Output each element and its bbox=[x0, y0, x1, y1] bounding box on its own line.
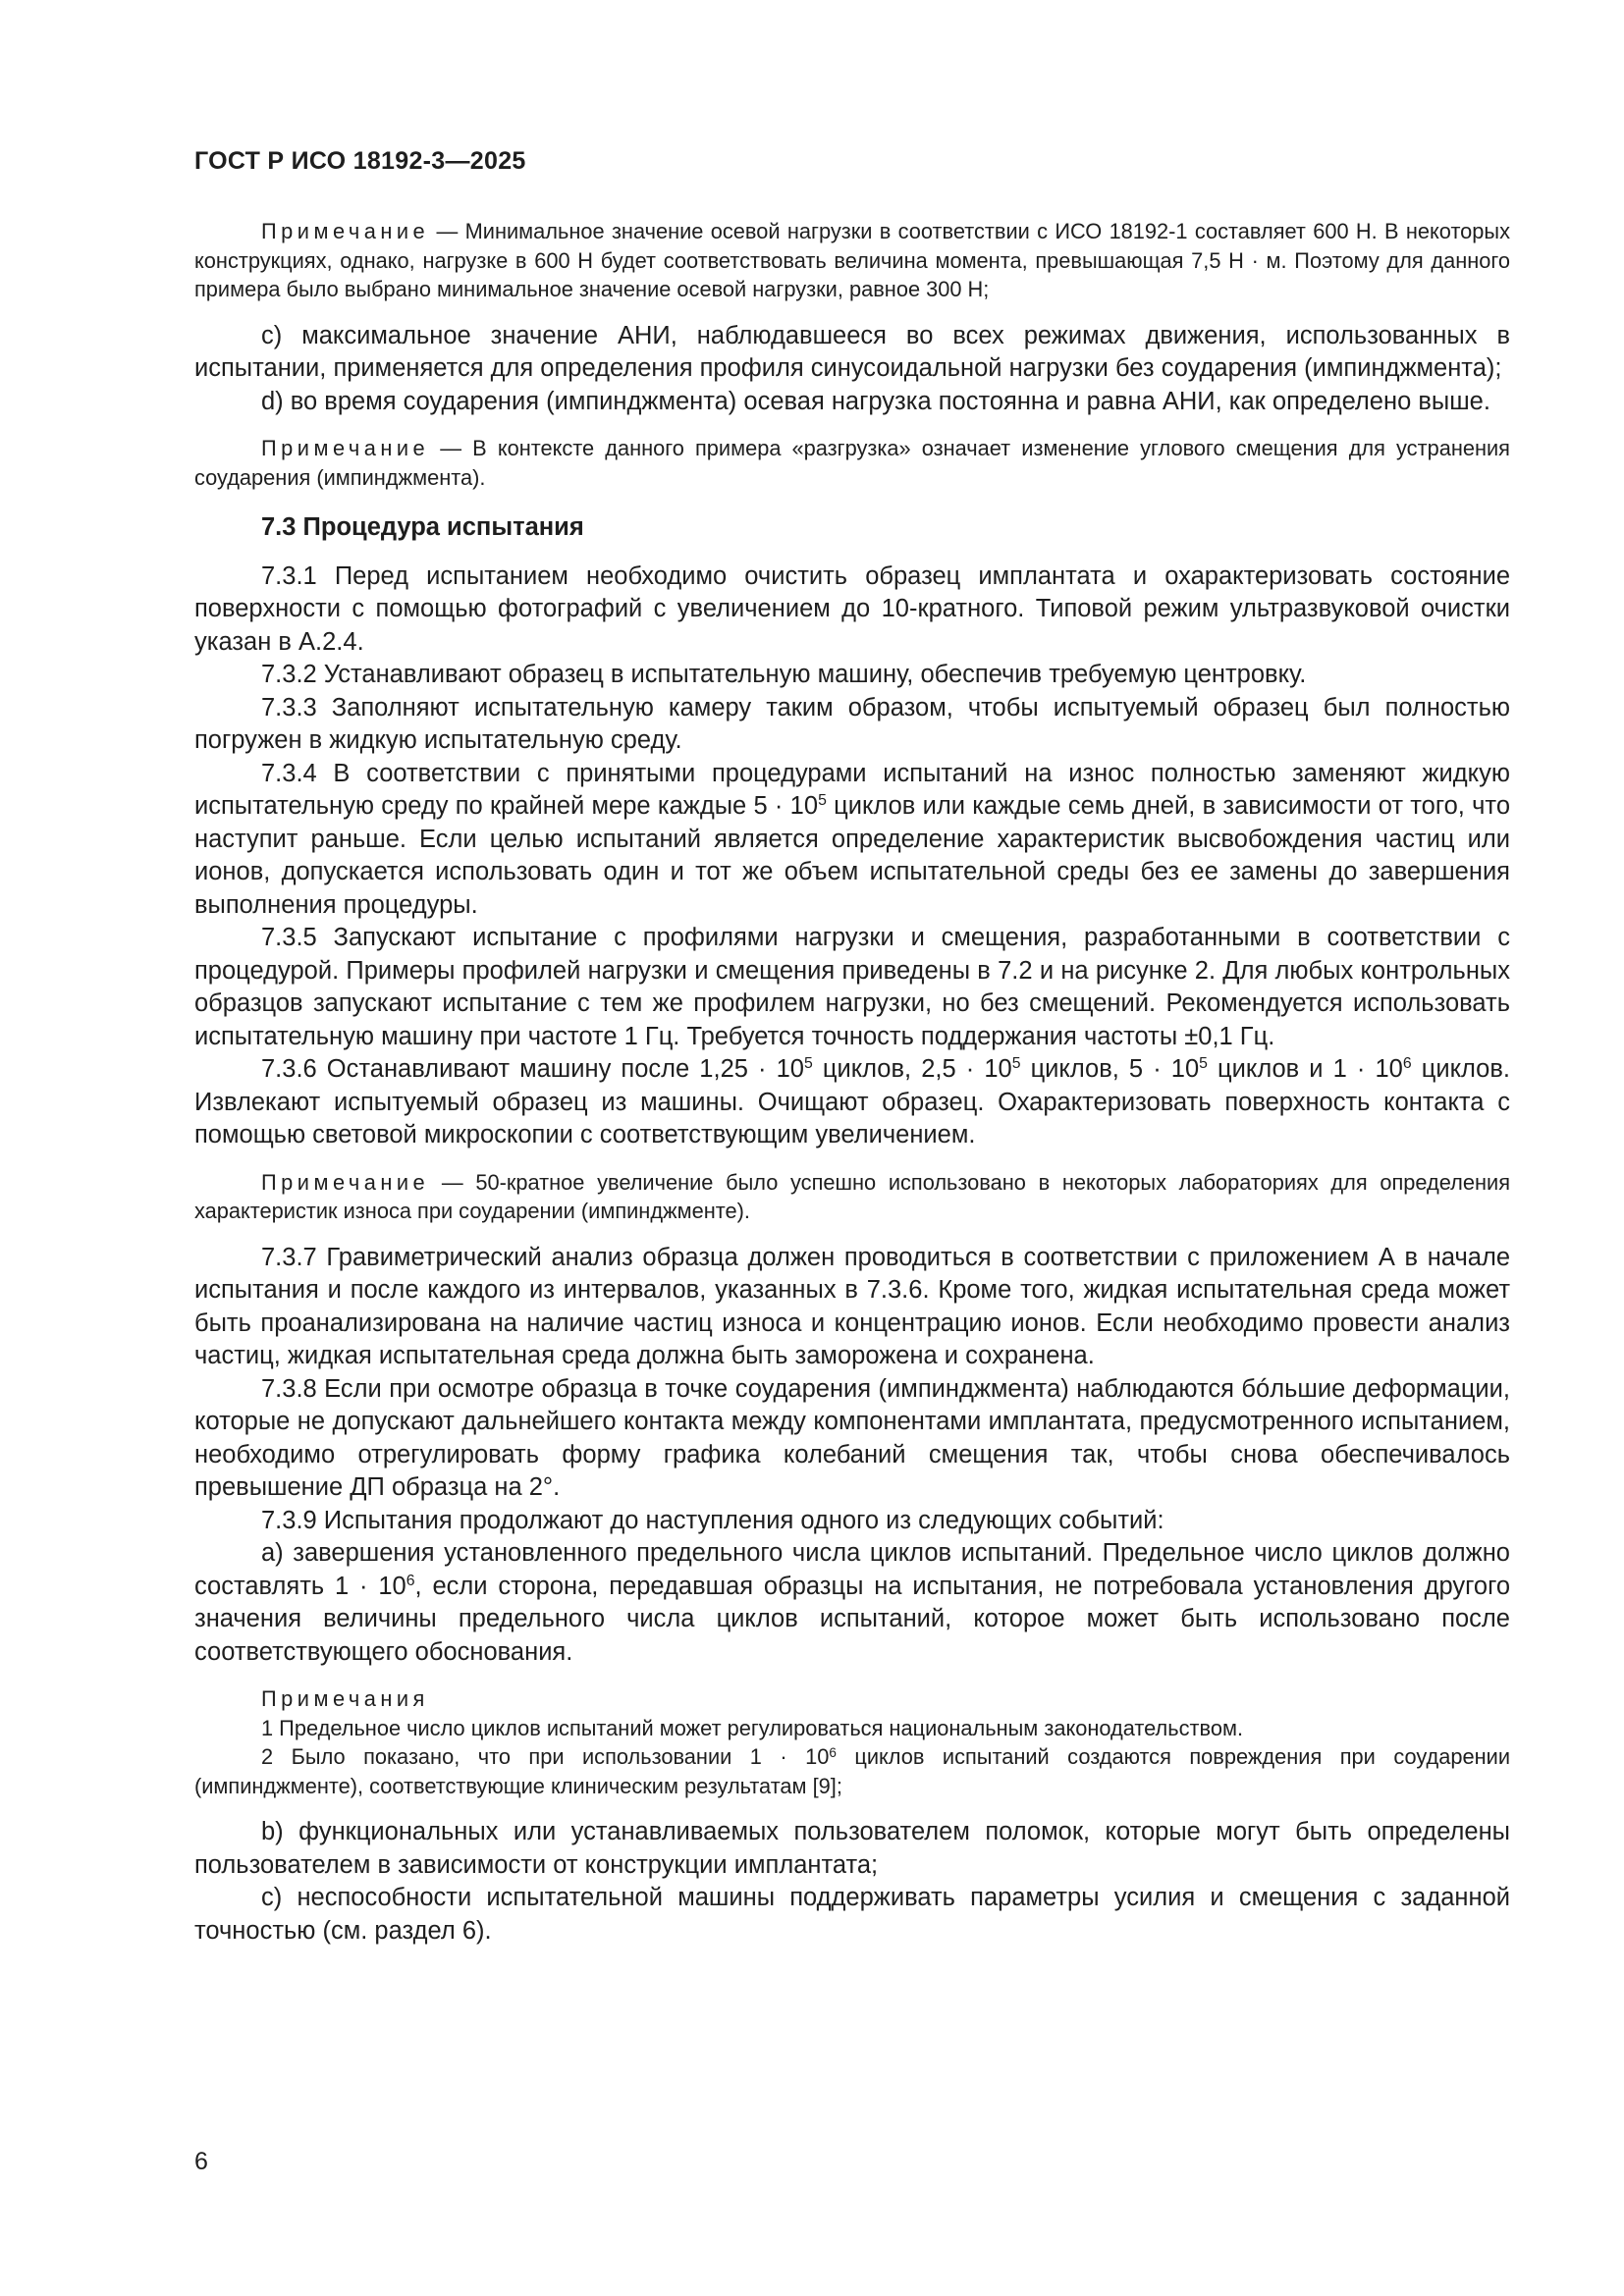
list-item-a-cycle-limit: а) завершения установленного предельного числа циклов испытаний. Предельное число циклов должно составлять $1 \cdot 10^6$, если сторона, передавшая образцы на испытания, не потребовала установления другого значения величины предельного числа циклов испытаний, которое может быть использовано после соответствующего обоснования. bbox=[194, 1539, 1511, 1666]
paragraph-7-3-3: 7.3.3 Заполняют испытательную камеру таким образом, чтобы испытуемый образец был полностью погружен в жидкую испытательную среду. bbox=[194, 693, 1510, 754]
paragraph-7-3-9: 7.3.9 Испытания продолжают до наступления одного из следующих событий: bbox=[261, 1506, 1164, 1534]
paragraph-7-3-4: 7.3.4 В соответствии с принятыми процедурами испытаний на износ полностью заменяют жидкую испытательную среду по крайней мере каждые $5 \cdot 10^5$ циклов или каждые семь дней, в зависимости от того, что наступит раньше. Если целью испытаний является определение характеристик высвобождения частиц или ионов, допускается использовать один и тот же объем испытательной среды без ее замены до завершения выполнения процедуры. bbox=[194, 759, 1511, 919]
paragraph-7-3-1: 7.3.1 Перед испытанием необходимо очистить образец имплантата и охарактеризовать состояние поверхности с помощью фотографий с увеличением до 10-кратного. Типовой режим ультразвуковой очистки указан в А.2.4. bbox=[194, 561, 1510, 656]
note-label: Примечание bbox=[261, 436, 430, 460]
note-text: — В контексте данного примера «разгрузка» означает изменение углового смещения для устранения соударения (импинджмента). bbox=[194, 436, 1510, 490]
note-item-2: 2 Было показано, что при использовании $1 \cdot 10^6$ циклов испытаний создаются повреждения при соударении (импинджменте), соответствующие клиническим результатам [9]; bbox=[194, 1744, 1510, 1798]
note-label: Примечание bbox=[261, 219, 430, 243]
paragraph-7-3-2: 7.3.2 Устанавливают образец в испытательную машину, обеспечив требуемую центровку. bbox=[261, 661, 1307, 688]
document-header: ГОСТ Р ИСО 18192-3—2025 bbox=[194, 147, 526, 175]
note-1 bbox=[194, 217, 1510, 304]
note-2 bbox=[194, 434, 1510, 492]
note-item-1: 1 Предельное число циклов испытаний может регулироваться национальным законодательством. bbox=[261, 1715, 1244, 1740]
section-title: 7.3 Процедура испытания bbox=[261, 513, 584, 541]
list-item-b-failures: b) функциональных или устанавливаемых пользователем поломок, которые могут быть определены пользователем в зависимости от конструкции имплантата; bbox=[194, 1818, 1510, 1879]
note-3 bbox=[194, 1168, 1510, 1226]
list-item-c-max-load: c) максимальное значение АНИ, наблюдавшееся во всех режимах движения, использованных в испытании, применяется для определения профиля синусоидальной нагрузки без соударения (импинджмента); bbox=[194, 321, 1510, 382]
list-item-c-machine-failure: c) неспособности испытательной машины поддерживать параметры усилия и смещения с заданной точностью (см. раздел 6). bbox=[194, 1884, 1510, 1945]
paragraph-7-3-6: 7.3.6 Останавливают машину после $1,25 \cdot 10^5$ циклов, $2,5 \cdot 10^5$ циклов, $5 \cdot 10^5$ циклов и $1 \cdot 10^6$ циклов. Извлекают испытуемый образец из машины. Очищают образец. Охарактеризовать поверхность контакта с помощью световой микроскопии с соответствующим увеличением. bbox=[194, 1055, 1510, 1148]
paragraph-7-3-7: 7.3.7 Гравиметрический анализ образца должен проводиться в соответствии с приложением А в начале испытания и после каждого из интервалов, указанных в 7.3.6. Кроме того, жидкая испытательная среда может быть проанализирована на наличие частиц износа и концентрацию ионов. Если необходимо провести анализ частиц, жидкая испытательная среда должна быть заморожена и сохранена. bbox=[194, 1243, 1510, 1369]
note-text: — Минимальное значение осевой нагрузки в соответствии с ИСО 18192-1 составляет 600 Н. В некоторых конструкциях, однако, нагрузке в 600 Н будет соответствовать величина момента, превышающая 7,5 Н · м. Поэтому для данного примера было выбрано минимальное значение осевой нагрузки, равное 300 Н; bbox=[194, 219, 1510, 301]
document-page bbox=[194, 147, 1510, 1948]
list-item-d-impingement-load: d) во время соударения (импинджмента) осевая нагрузка постоянна и равна АНИ, как определено выше. bbox=[261, 387, 1490, 415]
note-label: Примечание bbox=[261, 1169, 430, 1195]
notes-label: Примечания bbox=[261, 1686, 429, 1711]
paragraph-7-3-8: 7.3.8 Если при осмотре образца в точке соударения (импинджмента) наблюдаются бóльшие деформации, которые не допускают дальнейшего контакта между компонентами имплантата, предусмотренного испытанием, необходимо отрегулировать форму графика колебаний смещения так, чтобы снова обеспечивалось превышение ДП образца на 2°. bbox=[194, 1374, 1510, 1501]
note-text: — 50-кратное увеличение было успешно использовано в некоторых лабораториях для определения характеристик износа при соударении (импинджменте). bbox=[194, 1169, 1510, 1223]
paragraph-7-3-5: 7.3.5 Запускают испытание с профилями нагрузки и смещения, разработанными в соответствии с процедурой. Примеры профилей нагрузки и смещения приведены в 7.2 и на рисунке 2. Для любых контрольных образцов запускают испытание с тем же профилем нагрузки, но без смещений. Рекомендуется использовать испытательную машину при частоте 1 Гц. Требуется точность поддержания частоты ±0,1 Гц. bbox=[194, 924, 1510, 1050]
page-number: 6 bbox=[194, 2148, 208, 2175]
